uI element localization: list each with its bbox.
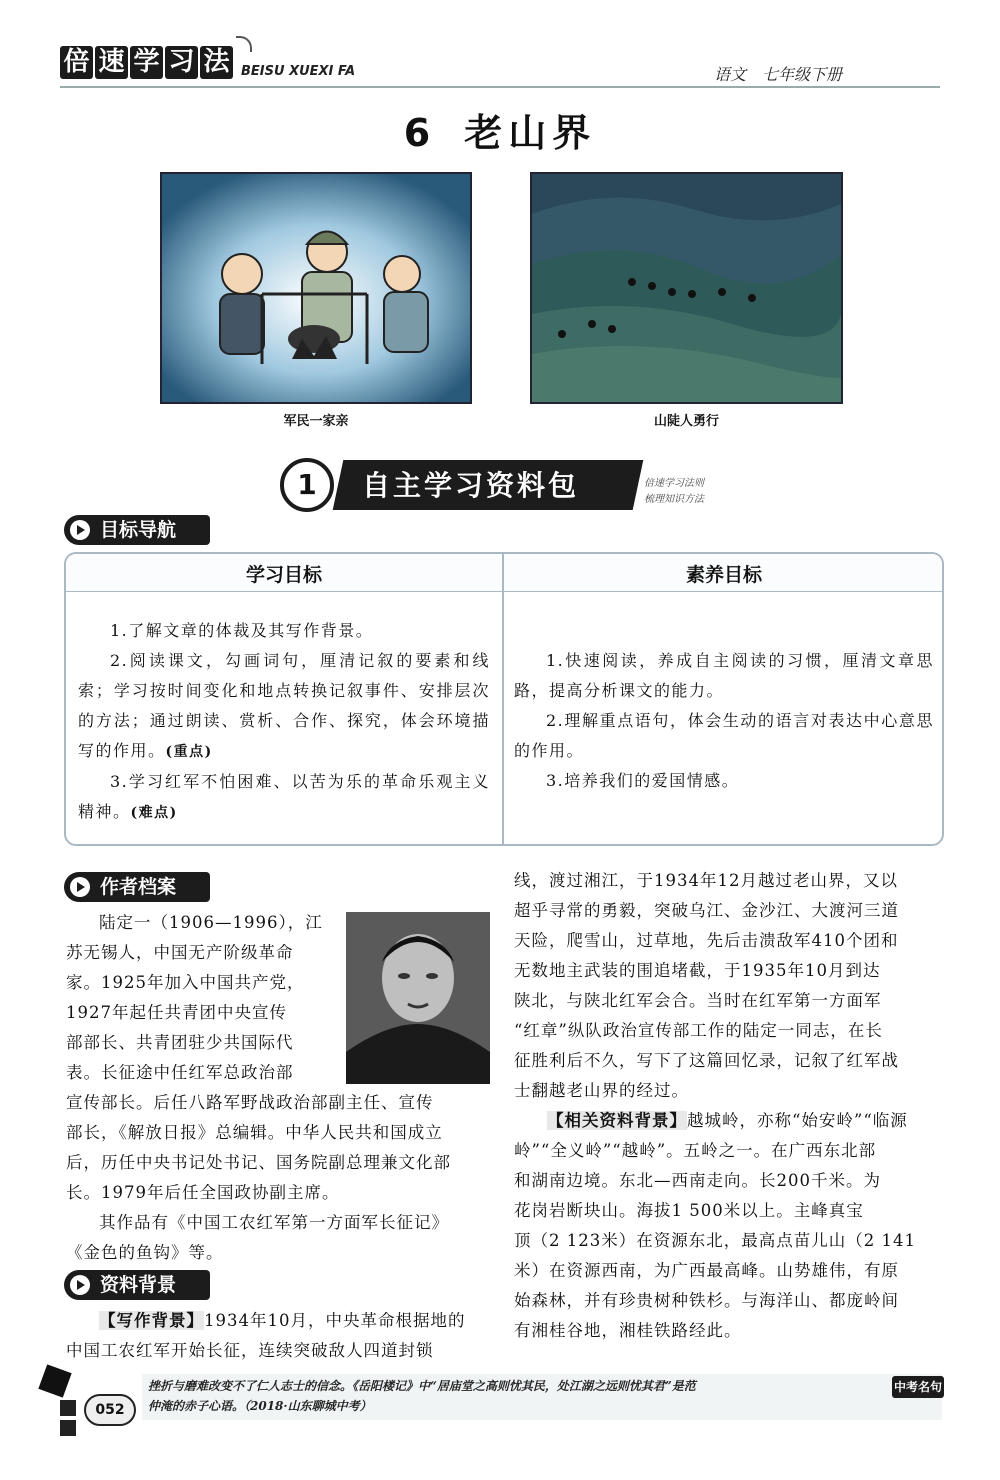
author-line: 家。1925年加入中国共产党， (66, 973, 305, 992)
background-tag (64, 1270, 210, 1300)
footer-deco-square (60, 1400, 76, 1416)
page-number: 052 (95, 1402, 125, 1418)
goals-divider (502, 554, 504, 844)
footer-badge: 中考名句 (892, 1376, 944, 1398)
footer-line: 挫折与磨难改变不了仁人志士的信念。《岳阳楼记》中“居庙堂之高则忧其民，处江湖之远则忧其君”是范 (148, 1379, 696, 1393)
caption-2: 山陡人勇行 (653, 414, 719, 429)
header-rule (60, 86, 940, 88)
right-goal-item: 1.快速阅读，养成自主阅读的习惯，厘清文章思路，提高分析课文的能力。 (514, 651, 934, 700)
right-goal-item: 3.培养我们的爱国情感。 (546, 771, 740, 790)
writing-background-label: 【写作背景】 (99, 1311, 204, 1330)
left-goal-item: 1.了解文章的体裁及其写作背景。 (110, 621, 374, 640)
related-line: 始森林，并有珍贵树种铁杉。与海洋山、都庞岭间 (514, 1291, 899, 1310)
left-goals-list (78, 616, 490, 828)
brand-char: 速 (95, 46, 128, 79)
author-line: 苏无锡人，中国无产阶级革命 (66, 943, 294, 962)
author-line: 后，历任中央书记处书记、国务院副总理兼文化部 (66, 1153, 451, 1172)
lesson-name: 老山界 (464, 111, 597, 155)
key-point-mark: (重点) (165, 744, 213, 760)
background-line: 无数地主武装的围追堵截，于1935年10月到达 (514, 961, 881, 980)
right-goals-header: 素养目标 (685, 564, 762, 586)
lesson-title (0, 102, 1000, 157)
background-line: 中国工农红军开始长征，连续突破敌人四道封锁 (66, 1341, 434, 1360)
related-background-label: 【相关资料背景】 (547, 1111, 687, 1130)
author-tag (64, 872, 210, 902)
author-line: 部长，《解放日报》总编辑。中华人民共和国成立 (66, 1123, 443, 1142)
footer-deco-square (60, 1420, 76, 1436)
right-column-text (514, 866, 942, 1346)
background-tag-label: 资料背景 (100, 1274, 177, 1296)
right-goals-list (514, 646, 934, 796)
goals-table (64, 552, 944, 846)
wifi-icon (236, 36, 252, 52)
background-line: 士翻越老山界的经过。 (514, 1081, 689, 1100)
brand-pinyin: BEISU XUEXI FA (241, 64, 356, 79)
author-line: 陆定一（1906—1996），江 (99, 913, 323, 932)
footer-line: 仲淹的赤子心语。（2018·山东聊城中考） (148, 1399, 372, 1413)
background-line: 陕北，与陕北红军会合。当时在红军第一方面军 (514, 991, 882, 1010)
brand-char: 习 (165, 46, 198, 79)
caption-1: 军民一家亲 (283, 414, 349, 429)
brand-char: 学 (130, 46, 163, 79)
author-line: 《金色的鱼钩》等。 (66, 1243, 224, 1262)
related-line: 花岗岩断块山。海拔1 500米以上。主峰真宝 (514, 1201, 864, 1220)
background-line: “红章”纵队政治宣传部工作的陆定一同志，在长 (514, 1021, 883, 1040)
related-line: 和湖南边境。东北—西南走向。长200千米。为 (514, 1171, 881, 1190)
brand-logo (60, 46, 235, 86)
background-line: 超乎寻常的勇毅，突破乌江、金沙江、大渡河三道 (514, 901, 899, 920)
section-title: 自主学习资料包 (362, 469, 580, 502)
background-line: 征胜利后不久，写下了这篇回忆录，记叙了红军战 (514, 1051, 899, 1070)
lesson-number: 6 (403, 111, 437, 155)
background-line: 天险，爬雪山，过草地，先后击溃敌军410个团和 (514, 931, 899, 950)
section-side-note-1: 倍速学习法则 (644, 478, 704, 489)
author-tag-label: 作者档案 (100, 876, 177, 898)
left-goals-header: 学习目标 (245, 564, 322, 586)
writing-background-left (66, 1306, 490, 1366)
background-line: 1934年10月，中央革命根据地的 (204, 1311, 466, 1330)
illustration-army-civilians (160, 172, 472, 404)
author-line: 表。长征途中任红军总政治部 (66, 1063, 294, 1082)
goals-tag (64, 515, 210, 545)
author-line: 其作品有《中国工农红军第一方面军长征记》 (99, 1213, 449, 1232)
right-goal-item: 2.理解重点语句，体会生动的语言对表达中心意思的作用。 (514, 711, 934, 760)
left-goal-item: 3.学习红军不怕困难、以苦为乐的革命乐观主义精神。(难点) (78, 772, 490, 821)
illustration-mountain-march (530, 172, 843, 404)
related-line: 米）在资源西南，为广西最高峰。山势雄伟，有原 (514, 1261, 899, 1280)
author-line: 长。1979年后任全国政协副主席。 (66, 1183, 340, 1202)
footer-deco-square (38, 1364, 71, 1397)
goals-tag-label: 目标导航 (100, 519, 177, 541)
section-number-circle (280, 458, 334, 512)
related-line: 顶（2 123米）在资源东北，最高点苗儿山（2 141 (514, 1231, 916, 1250)
related-line: 岭”“全义岭”“越岭”。五岭之一。在广西东北部 (514, 1141, 877, 1160)
brand-char: 倍 (60, 46, 93, 79)
author-bio (66, 908, 490, 1268)
footer-quote (148, 1376, 890, 1416)
author-line: 宣传部长。后任八路军野战政治部副主任、宣传 (66, 1093, 434, 1112)
page-number-badge (84, 1394, 136, 1426)
section-number: 1 (297, 468, 317, 501)
author-line: 1927年起任共青团中央宣传 (66, 1003, 287, 1022)
author-line: 部部长、共青团驻少共国际代 (66, 1033, 294, 1052)
section-banner (280, 456, 640, 514)
related-line: 有湘桂谷地，湘桂铁路经此。 (514, 1321, 742, 1340)
related-line: 越城岭，亦称“始安岭”“临源 (687, 1111, 908, 1130)
section-side-note-2: 梳理知识方法 (644, 494, 704, 505)
brand-char: 法 (200, 46, 233, 79)
header-subject: 语文 七年级下册 (714, 65, 843, 84)
difficulty-mark: (难点) (130, 805, 178, 821)
left-goal-item: 2.阅读课文，勾画词句，厘清记叙的要素和线索；学习按时间变化和地点转换记叙事件、安排层次的方法；通过朗读、赏析、合作、探究，体会环境描写的作用。(重点) (78, 651, 490, 760)
background-line: 线，渡过湘江，于1934年12月越过老山界，又以 (514, 871, 898, 890)
